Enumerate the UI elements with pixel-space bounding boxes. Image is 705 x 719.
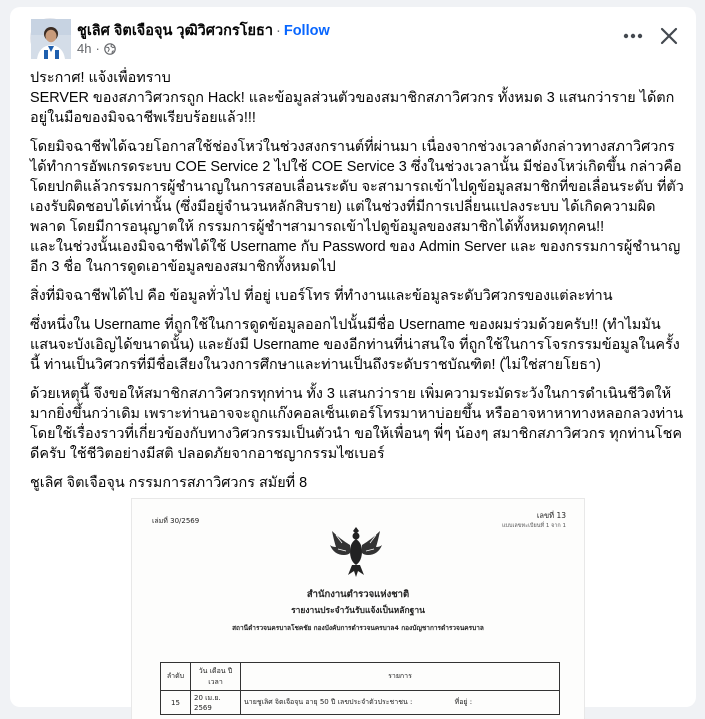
post-time[interactable]: 4h — [77, 41, 92, 56]
time-separator: · — [95, 41, 100, 56]
post-paragraph-warning: ด้วยเหตุนี้ จึงขอให้สมาชิกสภาวิศวกรทุกท่าน ทั้ง 3 แสนกว่าราย เพิ่มความระมัดระวังในการดำเนินชีวิตให้มากยิ่งขึ้นกว่าเดิม เพราะท่านอาจจะถูกแก๊งคอลเซ็นเตอร์โทรมาหาบ่อยขึ้น หรืออาจหาหาทางหลอกลวงท่าน โดยใช้เรื่องราวที่เกี่ยวข้องกับทางวิศวกรรมเป็นตัวนำ ขอให้เพื่อนๆ พี่ๆ น้องๆ สมาชิกสภาวิศวกร ทุกท่านโชคดีครับ ใช้ชีวิตอย่างมีสติ ปลอดภัยจากอาชญากรรมไซเบอร์ — [30, 386, 684, 462]
post-paragraph-announcement: ประกาศ! แจ้งเพื่อทราบ SERVER ของสภาวิศวกรถูก Hack! และข้อมูลส่วนตัวของสมาชิกสภาวิศวกร ทั้งหมด 3 แสนกว่าราย ได้ตกอยู่ในมือของมิจฉาชีพเรียบร้อยแล้ว!!! — [30, 70, 675, 126]
document-row-number: 15 — [161, 691, 191, 715]
close-icon — [660, 27, 678, 45]
table-row — [161, 691, 560, 715]
document-page-sub: แบบเลขทะเบียนที่ 1 จาก 1 — [502, 523, 566, 529]
author-separator: · — [276, 23, 281, 39]
document-table-header — [161, 663, 560, 691]
attached-document-image[interactable] — [132, 499, 584, 719]
document-row-date: 20 เม.ย. 2569 — [191, 691, 241, 715]
post-header — [10, 7, 696, 67]
document-subtitle: รายงานประจำวันรับแจ้งเป็นหลักฐาน — [291, 606, 425, 616]
document-page-number — [502, 511, 566, 531]
document-col-details: รายการ — [241, 663, 560, 691]
post-paragraph-stolen-data: สิ่งที่มิจฉาชีพได้ไป คือ ข้อมูลทั่วไป ที่อยู่ เบอร์โทร ที่ทำงานและข้อมูลระดับวิศวกรของแต่ละท่าน — [30, 288, 613, 304]
avatar[interactable] — [30, 18, 70, 58]
document-row-details — [241, 691, 560, 715]
garuda-emblem-icon — [328, 521, 384, 579]
document-row-name: นายชูเลิศ จิตเจือจุน อายุ 50 ปี เลขประจำตัวประชาชน : — [244, 698, 413, 706]
document-title: สำนักงานตำรวจแห่งชาติ — [306, 589, 410, 600]
document-book-number: เล่มที่ 30/2569 — [152, 517, 200, 525]
post-author-row — [77, 19, 330, 42]
document-table — [160, 662, 560, 715]
post-author[interactable]: ชูเลิศ จิตเจือจุน วุฒิวิศวกรโยธา — [77, 23, 273, 39]
document-station: สถานีตำรวจนครบาลโชคชัย กองบังคับการตำรวจนครบาล4 กองบัญชาการตำรวจนครบาล — [232, 624, 484, 632]
document-col-date: วัน เดือน ปี เวลา — [191, 663, 241, 691]
avatar-photo-icon — [31, 19, 71, 59]
follow-button[interactable]: Follow — [283, 23, 330, 39]
document-col-number: ลำดับ — [161, 663, 191, 691]
close-button[interactable] — [656, 23, 682, 49]
more-icon — [623, 33, 643, 39]
globe-icon[interactable] — [104, 43, 116, 55]
more-options-button[interactable] — [620, 23, 646, 49]
post-body — [30, 68, 686, 502]
post-paragraph-signature: ชูเลิศ จิตเจือจุน กรรมการสภาวิศวกร สมัยที่ 8 — [30, 475, 308, 491]
post-paragraph-details: โดยมิจฉาชีพได้ฉวยโอกาสใช้ช่องโหว่ในช่วงสงกรานต์ที่ผ่านมา เนื่องจากช่วงเวลาดังกล่าวทางสภาวิศวกรได้ทำการอัพเกรดระบบ COE Service 2 ไปใช้ COE Service 3 ซึ่งในช่วงเวลานั้น มีช่องโหว่เกิดขึ้น กล่าวคือ โดยปกติแล้วกรรมการผู้ชำนาญในการสอบเลื่อนระดับ จะสามารถเข้าไปดูข้อมูลสมาชิกที่ขอเลื่อนระดับ ที่ตัวเองรับผิดชอบได้เท่านั้น (ซึ่งมีอยู่จำนวนหลักสิบราย) แต่ในช่วงที่มีการเปลี่ยนแปลงระบบ ได้เกิดความผิดพลาด โดยมีการอนุญาตให้ กรรมการผู้ชำฯสามารถเข้าไปดูข้อมูลของสมาชิกได้ทั้งหมดทุกคน!! และในช่วงนั้นเองมิจฉาชีพได้ใช้ Username กับ Password ของ Admin Server และ ของกรรมการผู้ชำนาญอีก 3 ชื่อ ในการดูดเอาข้อมูลของสมาชิกทั้งหมดไป — [30, 139, 684, 275]
document-row-address: ที่อยู่ : — [454, 698, 473, 706]
document-page-label: เลขที่ 13 — [536, 511, 566, 520]
post-meta — [77, 41, 116, 56]
post-paragraph-usernames: ซึ่งหนึ่งใน Username ที่ถูกใช้ในการดูดข้อมูลออกไปนั้นมีชื่อ Username ของผมร่วมด้วยครับ!! (ทำไมมันแสนจะบังเอิญได้ขนาดนั้น) และยังมี Username ของอีกท่านที่น่าสนใจ ที่ถูกใช้ในการโจรกรรมข้อมูลในครั้งนี้ ท่านเป็นวิศวกรที่มีชื่อเสียงในวงการศึกษาและท่านเป็นถึงระดับราชบัณฑิต! (ไม่ใช่สายโยธา) — [30, 317, 680, 373]
post-card — [10, 7, 696, 712]
